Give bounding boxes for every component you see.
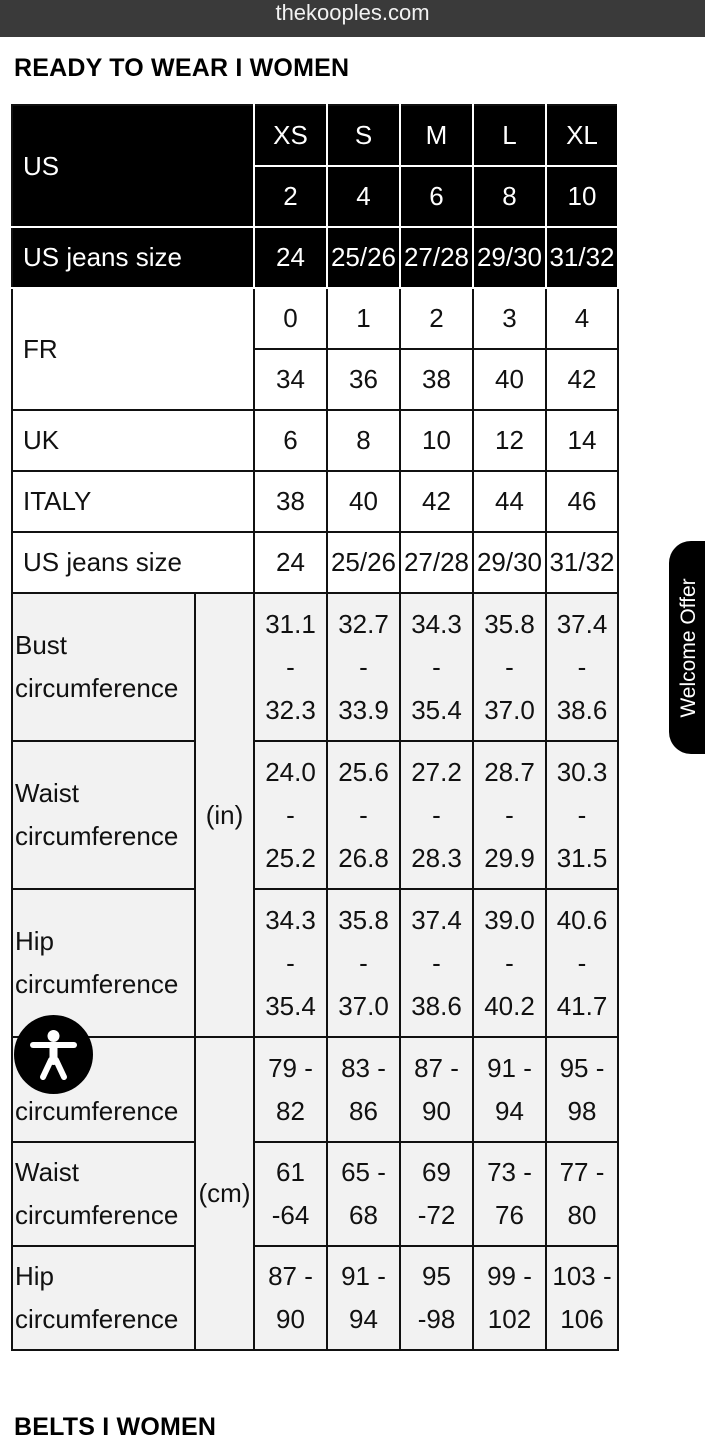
cell-line: 34.3 xyxy=(265,904,316,935)
row-label-us-jeans: US jeans size xyxy=(12,227,254,288)
measure-cell xyxy=(327,889,400,1037)
cell-line: 99 - xyxy=(487,1261,532,1291)
cell-line: circumference xyxy=(15,969,179,999)
cell-line: 29.9 xyxy=(484,842,535,873)
size-header-cell: L xyxy=(473,105,546,166)
cell-line: 106 xyxy=(560,1304,604,1334)
cell-line: 35.8 xyxy=(484,608,535,639)
cell-line: 82 xyxy=(276,1095,305,1126)
measure-cell xyxy=(473,593,546,741)
cell-line: 40.2 xyxy=(484,990,535,1021)
measure-cell xyxy=(400,593,473,741)
accessibility-button[interactable] xyxy=(14,1015,93,1094)
cell-line: circumference xyxy=(15,821,179,851)
table-row xyxy=(12,1246,618,1350)
cell-line: - xyxy=(577,947,587,978)
url-text: thekooples.com xyxy=(275,0,430,25)
size-chart-table xyxy=(11,104,619,1351)
section-title-ready-to-wear: READY TO WEAR I WOMEN xyxy=(14,54,350,82)
cell-line: 37.0 xyxy=(484,694,535,725)
cell-line: 87 - xyxy=(268,1261,313,1291)
fr-cell: 1 xyxy=(327,288,400,349)
cell-line: 79 - xyxy=(268,1052,313,1083)
cell-line: 83 - xyxy=(341,1052,386,1083)
cell-line: Hip xyxy=(15,1261,55,1291)
cell-line: 65 - xyxy=(341,1157,386,1187)
cell-line: 68 xyxy=(349,1200,378,1230)
table-row xyxy=(12,741,618,889)
cell-line: 35.4 xyxy=(411,694,462,725)
measure-cell xyxy=(546,1037,618,1142)
measure-cell xyxy=(254,1246,327,1350)
accessibility-icon xyxy=(14,1015,93,1094)
table-row xyxy=(12,227,618,288)
measure-cell xyxy=(254,1142,327,1246)
cell-line: 35.4 xyxy=(265,990,316,1021)
uk-cell: 8 xyxy=(327,410,400,471)
cell-line: 32.7 xyxy=(338,608,389,639)
measure-cell xyxy=(473,1142,546,1246)
cell-line: 86 xyxy=(349,1095,378,1126)
cell-line: 37.0 xyxy=(338,990,389,1021)
size-header-cell: M xyxy=(400,105,473,166)
table-row xyxy=(12,1037,618,1142)
cell-line: - xyxy=(505,651,514,682)
us-jeans-cell: 27/28 xyxy=(400,227,473,288)
cell-line: 103 - xyxy=(552,1261,612,1291)
measure-cell xyxy=(254,889,327,1037)
cell-line: - xyxy=(432,947,441,978)
cell-line: circumference xyxy=(15,673,179,703)
cell-line: 33.9 xyxy=(338,694,389,725)
row-label-us-jeans: US jeans size xyxy=(12,532,254,593)
cell-line: 77 - xyxy=(559,1157,605,1187)
fr-cell: 34 xyxy=(254,349,327,410)
us-number-cell: 6 xyxy=(400,166,473,227)
fr-cell: 36 xyxy=(327,349,400,410)
measure-cell xyxy=(400,1142,473,1246)
measure-cell xyxy=(546,593,618,741)
fr-cell: 38 xyxy=(400,349,473,410)
cell-line: 80 xyxy=(567,1200,597,1230)
us-jeans-cell: 27/28 xyxy=(400,532,473,593)
table-row xyxy=(12,1142,618,1246)
cell-line: circumference xyxy=(15,1095,179,1126)
table-row xyxy=(12,288,618,349)
cell-line: circumference xyxy=(15,1200,179,1230)
uk-cell: 14 xyxy=(546,410,618,471)
measure-cell xyxy=(400,1037,473,1142)
cell-line: - xyxy=(286,947,295,978)
measure-cell xyxy=(546,1246,618,1350)
welcome-offer-tab[interactable] xyxy=(669,541,705,754)
measure-cell xyxy=(327,1246,400,1350)
measure-cell xyxy=(546,889,618,1037)
cell-line: 34.3 xyxy=(411,608,462,639)
cell-line: 95 - xyxy=(559,1052,605,1083)
cell-line: 61 xyxy=(276,1157,305,1187)
cell-line: - xyxy=(505,799,514,830)
cell-line: - xyxy=(505,947,514,978)
us-jeans-cell: 29/30 xyxy=(473,532,546,593)
measure-cell xyxy=(473,741,546,889)
unit-cm: (cm) xyxy=(195,1037,254,1350)
us-jeans-cell: 31/32 xyxy=(546,227,618,288)
us-jeans-cell: 29/30 xyxy=(473,227,546,288)
cell-line: 30.3 xyxy=(556,756,608,787)
size-header-cell: S xyxy=(327,105,400,166)
unit-inches: (in) xyxy=(195,593,254,1037)
cell-line: 69 xyxy=(422,1157,451,1187)
us-jeans-cell: 24 xyxy=(254,227,327,288)
cell-line: 39.0 xyxy=(484,904,535,935)
cell-line: circumference xyxy=(15,1304,179,1334)
measure-cell xyxy=(473,1037,546,1142)
cell-line: 37.4 xyxy=(556,608,608,639)
table-row xyxy=(12,410,618,471)
row-label-italy: ITALY xyxy=(12,471,254,532)
cell-line: 37.4 xyxy=(411,904,462,935)
us-jeans-cell: 25/26 xyxy=(327,532,400,593)
size-header-cell: XS xyxy=(254,105,327,166)
italy-cell: 44 xyxy=(473,471,546,532)
cell-line: 95 xyxy=(422,1261,451,1291)
cell-line: 91 - xyxy=(341,1261,386,1291)
measure-cell xyxy=(327,1142,400,1246)
italy-cell: 46 xyxy=(546,471,618,532)
cell-line: Waist xyxy=(15,778,80,808)
cell-line: 98 xyxy=(567,1095,597,1126)
measure-cell xyxy=(327,741,400,889)
cell-line: 31.5 xyxy=(556,842,608,873)
cell-line: - xyxy=(286,651,295,682)
us-number-cell: 2 xyxy=(254,166,327,227)
cell-line: 32.3 xyxy=(265,694,316,725)
measure-cell xyxy=(473,1246,546,1350)
section-title-belts: BELTS I WOMEN xyxy=(14,1413,217,1440)
cell-line: Waist xyxy=(15,1157,80,1187)
measure-cell xyxy=(254,1037,327,1142)
us-number-cell: 10 xyxy=(546,166,618,227)
measure-cell xyxy=(546,1142,618,1246)
cell-line: 25.2 xyxy=(265,842,316,873)
measure-cell xyxy=(327,593,400,741)
cell-line: 40.6 xyxy=(556,904,608,935)
cell-line: 41.7 xyxy=(556,990,608,1021)
italy-cell: 42 xyxy=(400,471,473,532)
cell-line: 87 - xyxy=(414,1052,459,1083)
measure-label xyxy=(12,1246,195,1350)
fr-cell: 3 xyxy=(473,288,546,349)
measure-label xyxy=(12,593,195,741)
fr-cell: 4 xyxy=(546,288,618,349)
browser-url-bar[interactable] xyxy=(0,0,705,37)
measure-cell xyxy=(327,1037,400,1142)
us-jeans-cell: 31/32 xyxy=(546,532,618,593)
us-number-cell: 4 xyxy=(327,166,400,227)
row-label-uk: UK xyxy=(12,410,254,471)
measure-label xyxy=(12,741,195,889)
us-jeans-cell: 25/26 xyxy=(327,227,400,288)
cell-line: 38.6 xyxy=(411,990,462,1021)
size-header-cell: XL xyxy=(546,105,618,166)
fr-cell: 42 xyxy=(546,349,618,410)
cell-line: 31.1 xyxy=(265,608,316,639)
table-row xyxy=(12,105,618,166)
measure-cell xyxy=(254,741,327,889)
cell-line: -72 xyxy=(417,1200,456,1230)
fr-cell: 0 xyxy=(254,288,327,349)
cell-line: 94 xyxy=(495,1095,524,1126)
cell-line: 73 - xyxy=(487,1157,532,1187)
measure-label xyxy=(12,1142,195,1246)
fr-cell: 40 xyxy=(473,349,546,410)
uk-cell: 6 xyxy=(254,410,327,471)
cell-line: - xyxy=(577,799,587,830)
fr-cell: 2 xyxy=(400,288,473,349)
italy-cell: 40 xyxy=(327,471,400,532)
table-row xyxy=(12,889,618,1037)
uk-cell: 10 xyxy=(400,410,473,471)
measure-cell xyxy=(400,1246,473,1350)
cell-line: Hip xyxy=(15,926,55,956)
cell-line: 28.3 xyxy=(411,842,462,873)
italy-cell: 38 xyxy=(254,471,327,532)
cell-line: - xyxy=(432,799,441,830)
cell-line: 76 xyxy=(495,1200,524,1230)
measure-cell xyxy=(400,741,473,889)
welcome-offer-label: Welcome Offer xyxy=(677,577,700,718)
cell-line: 35.8 xyxy=(338,904,389,935)
us-jeans-cell: 24 xyxy=(254,532,327,593)
table-row xyxy=(12,471,618,532)
row-label-fr: FR xyxy=(12,288,254,410)
cell-line: 90 xyxy=(422,1095,451,1126)
cell-line: -98 xyxy=(417,1304,456,1334)
cell-line: -64 xyxy=(271,1200,310,1230)
uk-cell: 12 xyxy=(473,410,546,471)
cell-line: 91 - xyxy=(487,1052,532,1083)
cell-line: - xyxy=(432,651,441,682)
cell-line: 26.8 xyxy=(338,842,389,873)
measure-cell xyxy=(546,741,618,889)
measure-cell xyxy=(400,889,473,1037)
cell-line: - xyxy=(577,651,587,682)
measure-cell xyxy=(473,889,546,1037)
us-number-cell: 8 xyxy=(473,166,546,227)
cell-line: 24.0 xyxy=(265,756,316,787)
table-row xyxy=(12,593,618,741)
cell-line: 27.2 xyxy=(411,756,462,787)
cell-line: 90 xyxy=(276,1304,305,1334)
cell-line: 25.6 xyxy=(338,756,389,787)
cell-line: - xyxy=(359,651,368,682)
cell-line: Bust xyxy=(15,630,68,660)
cell-line: 28.7 xyxy=(484,756,535,787)
cell-line: - xyxy=(359,799,368,830)
row-label-us: US xyxy=(12,105,254,227)
table-row xyxy=(12,532,618,593)
measure-cell xyxy=(254,593,327,741)
cell-line: 102 xyxy=(487,1304,532,1334)
cell-line: 38.6 xyxy=(556,694,608,725)
cell-line: - xyxy=(286,799,295,830)
cell-line: 94 xyxy=(349,1304,378,1334)
cell-line: - xyxy=(359,947,368,978)
